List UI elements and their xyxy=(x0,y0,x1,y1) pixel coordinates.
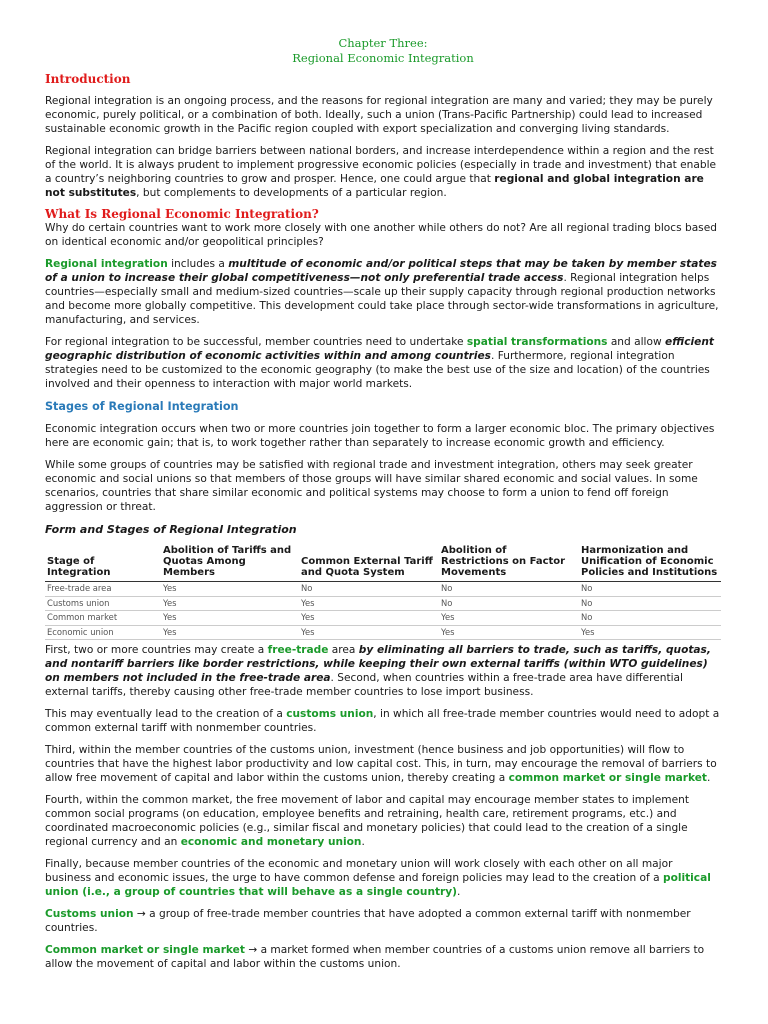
text-run: , in which all free-trade member countries would need to adopt a common external tariff with nonmember countries. xyxy=(45,708,720,734)
col-header-factor-movements: Abolition of Restrictions on Factor Movements xyxy=(439,545,579,582)
table-cell: Yes xyxy=(299,625,439,640)
table-cell: Common market xyxy=(45,611,161,626)
text-run: . xyxy=(707,772,711,784)
table-cell: Yes xyxy=(299,611,439,626)
text-run: . xyxy=(361,836,365,848)
first-paragraph xyxy=(45,643,721,699)
document-page xyxy=(45,36,721,971)
text-run: Fourth, within the common market, the free movement of labor and capital may encourage member states to implement common social programs (on education, employee benefits and retraining, health care, retirement programs, etc.) and coordinated macroeconomic policies (e.g., similar fiscal and monetary policies) that could lead to the creation of a single regional currency and an xyxy=(45,794,689,848)
third-paragraph xyxy=(45,743,721,785)
text-run: includes a xyxy=(167,258,229,270)
text-run: area xyxy=(328,644,359,656)
intro-paragraph-2 xyxy=(45,144,721,200)
table-cell: Yes xyxy=(161,582,299,597)
definition-text: a group of free-trade member countries that have adopted a common external tariff with nonmember countries. xyxy=(45,908,691,934)
introduction-heading: Introduction xyxy=(45,72,131,86)
emphasis-text: efficient geographic distribution of economic activities within and among countries xyxy=(45,336,714,362)
text-run: . Second, when countries within a free-trade area have differential external tariffs, thereby causing other free-trade member countries to lose import business. xyxy=(45,672,683,698)
chapter-title: Regional Economic Integration xyxy=(292,51,474,65)
table-cell: Yes xyxy=(161,611,299,626)
final-paragraph xyxy=(45,857,721,899)
text-run: . xyxy=(457,886,461,898)
col-header-tariffs: Abolition of Tariffs and Quotas Among Members xyxy=(161,545,299,582)
table-cell: No xyxy=(579,611,721,626)
definition-term: Customs union xyxy=(45,908,134,920)
intro-paragraph-1: Regional integration is an ongoing process, and the reasons for regional integration are many and varied; they may be purely economic, purely political, or a combination of both. Ideally, such a union (Trans-Pacific Partnership) could lead to increased sustainable economic growth in the Pacific region coupled with export specialization and converging living standards. xyxy=(45,95,713,135)
table-cell: Yes xyxy=(439,611,579,626)
what-paragraph-2 xyxy=(45,257,721,327)
table-row xyxy=(45,596,721,611)
term-customs-union: customs union xyxy=(286,708,374,720)
table-title: Form and Stages of Regional Integration xyxy=(45,523,297,536)
col-header-common-tariff: Common External Tariff and Quota System xyxy=(299,545,439,582)
text-run: , but complements to developments of a particular region. xyxy=(136,187,447,199)
table-cell: Yes xyxy=(299,596,439,611)
table-cell: Customs union xyxy=(45,596,161,611)
text-run: Third, within the member countries of the customs union, investment (hence business and job opportunities) will flow to countries that have the highest labor productivity and low capital cost. This, in turn, may encourage the removal of barriers to allow free movement of capital and labor within the customs union, thereby creating a xyxy=(45,744,717,784)
table-cell: No xyxy=(579,582,721,597)
what-paragraph-1: Why do certain countries want to work more closely with one another while others do not? Are all regional trading blocs based on identical economic and/or geopolitical principles? xyxy=(45,222,717,248)
table-cell: No xyxy=(439,596,579,611)
term-common-market: common market or single market xyxy=(508,772,707,784)
what-paragraph-3 xyxy=(45,335,721,391)
right-arrow-icon: → xyxy=(248,944,258,956)
table-cell: No xyxy=(579,596,721,611)
customs-union-paragraph xyxy=(45,707,721,735)
text-run: . Furthermore, regional integration strategies need to be customized to the economic geography (to make the best use of the size and location) of the countries involved and their openness to interaction with major world markets. xyxy=(45,350,710,390)
stages-paragraph-2: While some groups of countries may be satisfied with regional trade and investment integration, others may seek greater economic and social unions so that members of those groups will have similar shared economic and social values. In some scenarios, countries that share similar economic and political systems may choose to form a union to fend off foreign aggression or threat. xyxy=(45,459,698,513)
text-run: and allow xyxy=(607,336,666,348)
chapter-label: Chapter Three: xyxy=(338,36,428,50)
table-cell: Yes xyxy=(579,625,721,640)
text-run: For regional integration to be successful, member countries need to undertake xyxy=(45,336,467,348)
stages-heading: Stages of Regional Integration xyxy=(45,400,239,413)
table-cell: Yes xyxy=(161,596,299,611)
text-run: First, two or more countries may create a xyxy=(45,644,268,656)
table-cell: Economic union xyxy=(45,625,161,640)
definition-customs-union xyxy=(45,907,721,935)
table-row xyxy=(45,611,721,626)
text-run: . Regional integration helps countries—especially small and medium-sized countries—scale up their supply capacity through regional production networks and become more globally competitive. This development could take place through sector-wide transformations in agriculture, manufacturing, and services. xyxy=(45,272,719,326)
text-run: This may eventually lead to the creation of a xyxy=(45,708,287,720)
table-row xyxy=(45,625,721,640)
definition-common-market xyxy=(45,943,721,971)
table-header-row xyxy=(45,545,721,582)
table-cell: No xyxy=(439,582,579,597)
fourth-paragraph xyxy=(45,793,721,849)
term-spatial-transformations: spatial transformations xyxy=(466,336,608,348)
col-header-stage: Stage of Integration xyxy=(45,545,161,582)
emphasis-text: by eliminating all barriers to trade, such as tariffs, quotas, and nontariff barriers like border restrictions, while keeping their own external tariffs (within WTO guidelines) on members not included in the free-trade area xyxy=(45,644,711,684)
integration-stages-table xyxy=(45,545,721,640)
table-cell: Yes xyxy=(161,625,299,640)
emphasis-text: multitude of economic and/or political steps that may be taken by member states of a union to increase their global competitiveness—not only preferential trade access xyxy=(45,258,717,284)
term-free-trade: free-trade xyxy=(267,644,329,656)
text-run: Finally, because member countries of the economic and monetary union will work closely with each other on all major business and economic issues, the urge to have common defense and foreign policies may lead to the creation of a xyxy=(45,858,673,884)
what-is-heading: What Is Regional Economic Integration? xyxy=(45,207,319,221)
text-run: Regional integration can bridge barriers between national borders, and increase interdependence within a region and the rest of the world. It is always prudent to implement progressive economic policies (especially in trade and investment) that enable a country’s neighboring countries to grow and prosper. Hence, one could argue that xyxy=(45,145,717,185)
table-cell: No xyxy=(299,582,439,597)
definition-term: Common market or single market xyxy=(45,944,245,956)
col-header-harmonization: Harmonization and Unification of Economic Policies and Institutions xyxy=(579,545,721,582)
right-arrow-icon: → xyxy=(136,908,146,920)
term-regional-integration: Regional integration xyxy=(45,258,168,270)
emphasis-text: regional and global integration are not substitutes xyxy=(45,173,704,199)
table-row xyxy=(45,582,721,597)
stages-paragraph-1: Economic integration occurs when two or more countries join together to form a larger economic bloc. The primary objectives here are economic gain; that is, to work together rather than separately to increase economic growth and efficiency. xyxy=(45,423,715,449)
term-political-union: political union (i.e., a group of countries that will behave as a single country) xyxy=(45,872,711,898)
term-economic-monetary-union: economic and monetary union xyxy=(180,836,362,848)
definition-text: a market formed when member countries of a customs union remove all barriers to allow the movement of capital and labor within the customs union. xyxy=(45,944,705,970)
table-cell: Free-trade area xyxy=(45,582,161,597)
table-cell: Yes xyxy=(439,625,579,640)
